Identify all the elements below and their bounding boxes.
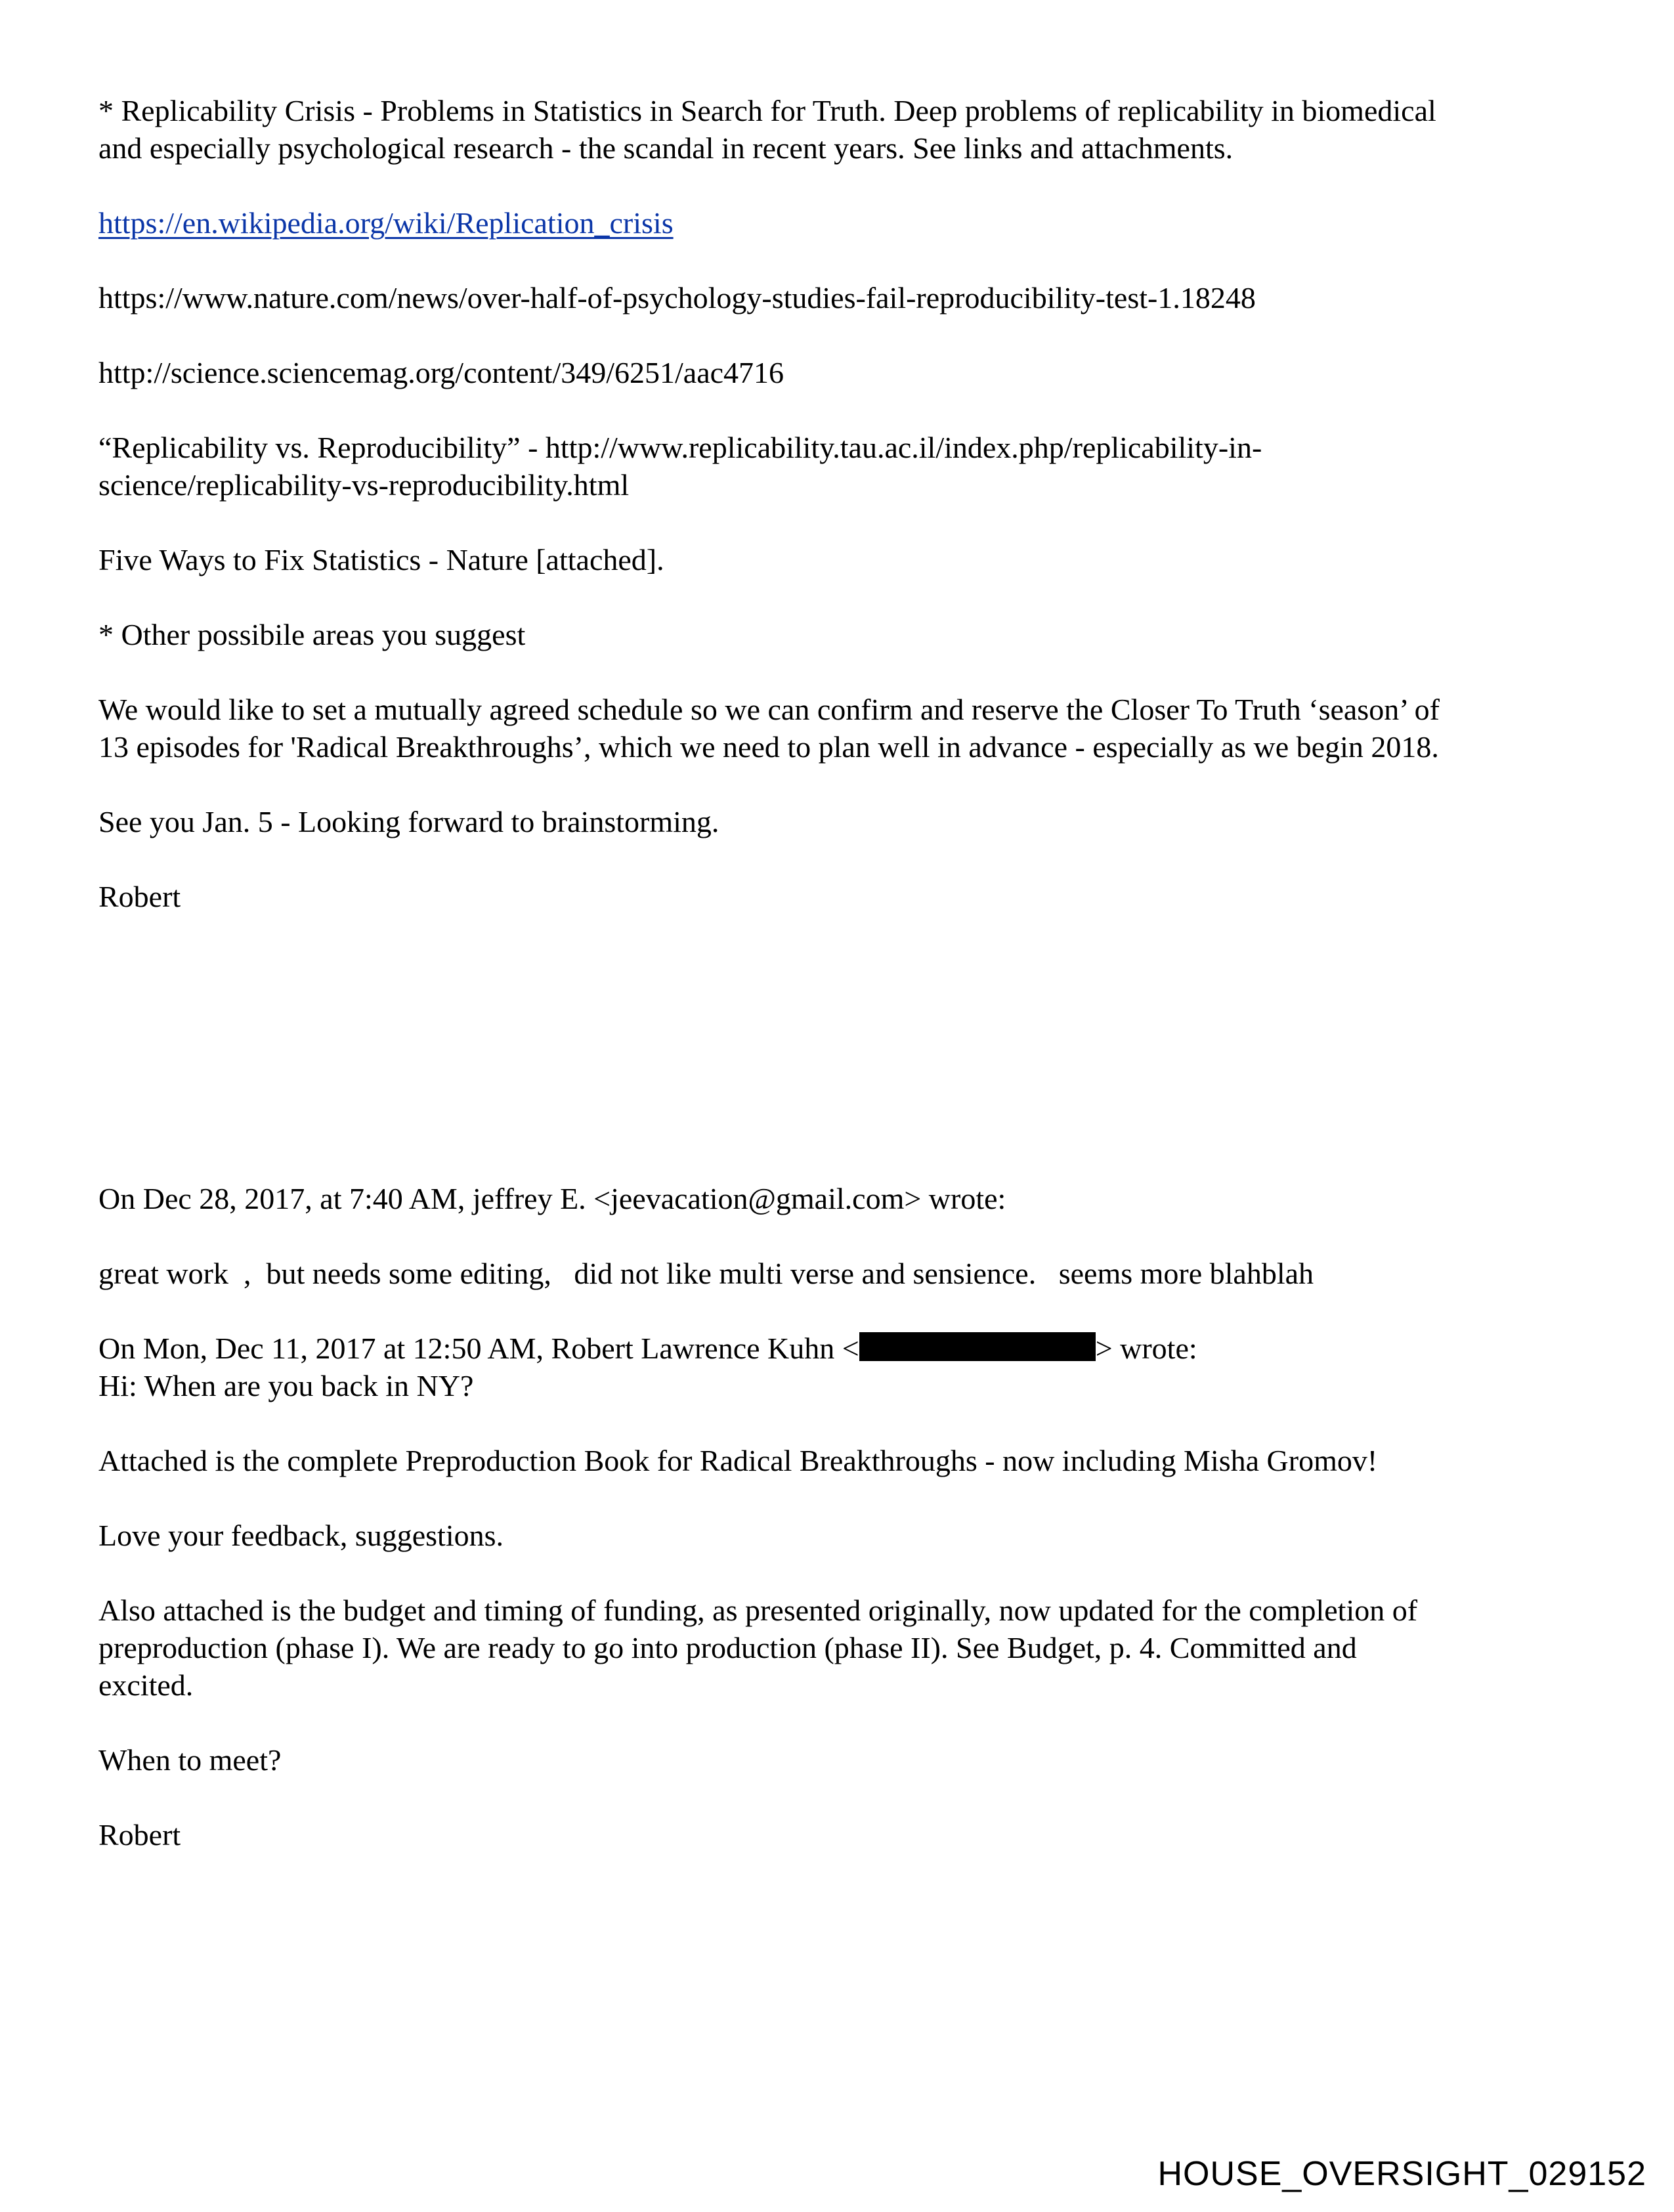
- text-line: * Replicability Crisis - Problems in Statistics in Search for Truth. Deep problems of replicability in biomedical: [98, 94, 1436, 127]
- text-line: and especially psychological research - the scandal in recent years. See links and attachments.: [98, 131, 1234, 165]
- text-line: Love your feedback, suggestions.: [98, 1519, 504, 1552]
- original-header-suffix: > wrote:: [1095, 1332, 1197, 1365]
- blank-space: [98, 953, 1582, 1180]
- reply-body: [98, 1255, 1582, 1292]
- original-header-line: [98, 1330, 1582, 1367]
- schedule-paragraph: [98, 691, 1582, 766]
- signature-name: Robert: [98, 1818, 181, 1852]
- text-line: science/replicability-vs-reproducibility.html: [98, 468, 630, 502]
- five-ways-paragraph: [98, 541, 1582, 578]
- original-header-prefix: On Mon, Dec 11, 2017 at 12:50 AM, Robert Lawrence Kuhn <: [98, 1332, 859, 1365]
- science-url: http://science.sciencemag.org/content/349/6251/aac4716: [98, 356, 784, 389]
- see-you-paragraph: [98, 803, 1582, 840]
- text-line: Attached is the complete Preproduction Book for Radical Breakthroughs - now including Misha Gromov!: [98, 1444, 1378, 1477]
- text-line: We would like to set a mutually agreed schedule so we can confirm and reserve the Closer To Truth ‘season’ of: [98, 693, 1440, 726]
- text-line: 13 episodes for 'Radical Breakthroughs’, which we need to plan well in advance - especially as we begin 2018.: [98, 730, 1439, 764]
- greeting: Hi: When are you back in NY?: [98, 1369, 474, 1402]
- email-document: [98, 92, 1582, 1891]
- nature-url: https://www.nature.com/news/over-half-of-psychology-studies-fail-reproducibility-test-1.18248: [98, 281, 1256, 314]
- attached-paragraph: [98, 1442, 1582, 1479]
- text-line: preproduction (phase I). We are ready to go into production (phase II). See Budget, p. 4. Committed and: [98, 1631, 1357, 1664]
- science-url-paragraph: [98, 354, 1582, 391]
- text-line: Also attached is the budget and timing of funding, as presented originally, now updated for the completion of: [98, 1594, 1418, 1627]
- nature-url-paragraph: [98, 279, 1582, 316]
- original-signature: [98, 1816, 1582, 1854]
- budget-paragraph: [98, 1592, 1582, 1704]
- text-line: Five Ways to Fix Statistics - Nature [attached].: [98, 543, 664, 576]
- original-message-header: [98, 1330, 1582, 1404]
- feedback-paragraph: [98, 1517, 1582, 1554]
- text-line: When to meet?: [98, 1743, 282, 1777]
- other-areas-paragraph: [98, 616, 1582, 653]
- when-to-meet-paragraph: [98, 1741, 1582, 1779]
- reply-body-text: great work , but needs some editing, did not like multi verse and sensience. seems more blahblah: [98, 1257, 1314, 1290]
- reply-header-text: On Dec 28, 2017, at 7:40 AM, jeffrey E. <jeevacation@gmail.com> wrote:: [98, 1182, 1006, 1215]
- text-line: * Other possibile areas you suggest: [98, 618, 526, 651]
- bates-number: HOUSE_OVERSIGHT_029152: [1157, 2155, 1646, 2193]
- signature: [98, 878, 1582, 915]
- signature-name: Robert: [98, 880, 181, 913]
- replicability-vs-reproducibility-paragraph: [98, 429, 1582, 504]
- reply-header: [98, 1180, 1582, 1217]
- wikipedia-link-paragraph: [98, 204, 1582, 242]
- redaction-box: [859, 1332, 1096, 1361]
- text-line: “Replicability vs. Reproducibility” - http://www.replicability.tau.ac.il/index.php/replicability-in-: [98, 431, 1262, 464]
- text-line: excited.: [98, 1668, 194, 1702]
- text-line: See you Jan. 5 - Looking forward to brainstorming.: [98, 805, 719, 838]
- replicability-crisis-paragraph: [98, 92, 1582, 167]
- wikipedia-link[interactable]: https://en.wikipedia.org/wiki/Replication_crisis: [98, 206, 674, 240]
